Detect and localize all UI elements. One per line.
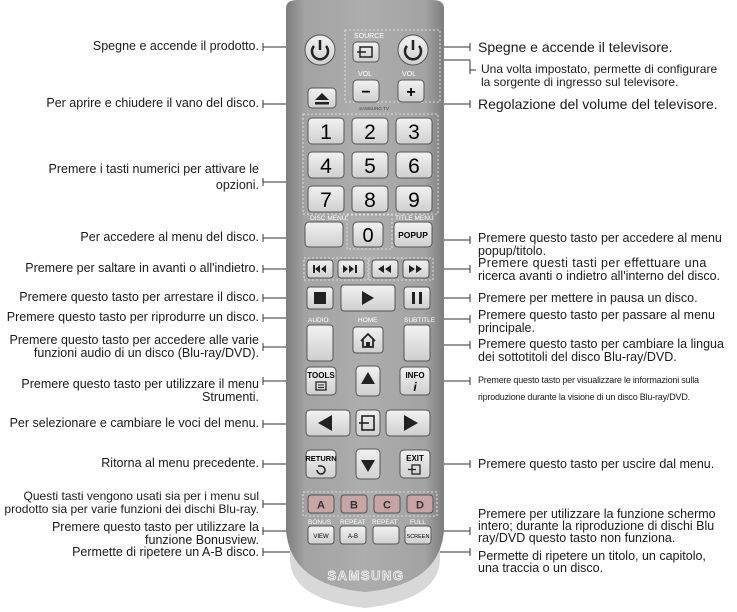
svg-text:−: − xyxy=(361,84,371,101)
bonusview-button[interactable] xyxy=(308,526,334,544)
color-key-c[interactable] xyxy=(374,495,400,513)
color-key-d[interactable] xyxy=(407,495,433,513)
number-2-button[interactable] xyxy=(352,118,388,144)
tv-power-button[interactable] xyxy=(398,35,428,65)
skip-back-button[interactable] xyxy=(307,260,333,278)
audio-label: AUDIO xyxy=(308,317,329,324)
label-full-1: Premere per utilizzare la funzione schermo xyxy=(478,507,716,521)
svg-text:0: 0 xyxy=(362,225,374,247)
disc-menu-label: DISC MENU xyxy=(310,215,347,222)
label-popup-2: popup/titolo. xyxy=(478,244,547,258)
vol-label-left: VOL xyxy=(358,71,373,78)
skip-forward-button[interactable] xyxy=(338,260,364,278)
rewind-button[interactable] xyxy=(372,260,398,278)
svg-text:3: 3 xyxy=(408,121,420,144)
source-label: SOURCE xyxy=(354,33,384,40)
info-button[interactable] xyxy=(400,367,430,395)
svg-text:1: 1 xyxy=(320,121,332,144)
number-5-button[interactable] xyxy=(352,152,388,178)
label-color-1: Questi tasti vengono usati sia per i menu sul xyxy=(23,489,259,503)
svg-text:2: 2 xyxy=(364,121,376,144)
repeat-label-ab: REPEAT xyxy=(340,519,366,526)
vol-label-right: VOL xyxy=(402,71,417,78)
exit-button[interactable] xyxy=(400,450,430,478)
return-button[interactable] xyxy=(305,450,336,478)
svg-text:4: 4 xyxy=(320,155,332,178)
stop-button[interactable] xyxy=(307,287,333,309)
svg-text:INFO: INFO xyxy=(405,371,425,380)
svg-text:5: 5 xyxy=(364,155,376,178)
svg-text:9: 9 xyxy=(408,189,420,212)
source-button[interactable] xyxy=(353,42,379,62)
label-numbers-1: Premere i tasti numerici per attivare le xyxy=(48,162,259,176)
label-search-2: ricerca avanti o indietro all'interno del disco. xyxy=(478,269,721,283)
label-info-2: riproduzione durante la visione di un disco Blu-ray/DVD. xyxy=(478,392,690,402)
label-popup-1: Premere questo tasto per accedere al menu xyxy=(478,231,722,245)
label-exit: Premere questo tasto per uscire dal menu. xyxy=(478,457,715,471)
label-search-1: Premere questi tasti per effettuare una xyxy=(478,256,707,270)
samsung-tv-label: SAMSUNG TV xyxy=(359,106,389,111)
svg-text:TOOLS: TOOLS xyxy=(307,371,335,380)
label-subtitle-2: dei sottotitoli del disco Blu-ray/DVD. xyxy=(478,350,677,364)
svg-text:6: 6 xyxy=(408,155,420,178)
label-return: Ritorna al menu precedente. xyxy=(101,456,259,470)
subtitle-button[interactable] xyxy=(404,325,430,361)
label-full-3: ray/DVD questo tasto non funziona. xyxy=(478,531,676,545)
label-audio-1: Premere questo tasto per accedere alle varie xyxy=(9,333,259,347)
home-label: HOME xyxy=(358,317,378,324)
label-bonus-1: Premere questo tasto per utilizzare la xyxy=(51,520,259,534)
volume-down-button[interactable] xyxy=(353,80,379,102)
svg-text:D: D xyxy=(416,499,424,512)
popup-button[interactable] xyxy=(394,222,432,247)
full-screen-button[interactable] xyxy=(405,526,431,544)
svg-text:POPUP: POPUP xyxy=(398,230,428,240)
svg-text:RETURN: RETURN xyxy=(305,454,337,463)
label-color-2: prodotto sia per varie funzioni dei dischi Blu-ray. xyxy=(4,502,259,516)
svg-text:B: B xyxy=(350,499,358,512)
label-disc-menu: Per accedere al menu del disco. xyxy=(80,230,259,244)
title-menu-label: TITLE MENU xyxy=(395,215,434,222)
eject-button[interactable] xyxy=(308,88,336,108)
right-button[interactable] xyxy=(386,410,430,436)
label-full-2: intero; durante la riproduzione di dischi Blu xyxy=(478,519,715,533)
number-8-button[interactable] xyxy=(352,186,388,212)
label-numbers-2: opzioni. xyxy=(215,178,259,192)
label-tools-1: Premere questo tasto per utilizzare il menu xyxy=(21,377,259,391)
repeat-label: REPEAT xyxy=(372,519,398,526)
fast-forward-button[interactable] xyxy=(403,260,429,278)
enter-button[interactable] xyxy=(356,410,380,436)
label-subtitle-1: Premere questo tasto per cambiare la lingua xyxy=(478,337,724,351)
label-stop: Premere questo tasto per arrestare il disco. xyxy=(19,290,259,304)
label-pause: Premere per mettere in pausa un disco. xyxy=(478,291,698,305)
label-audio-2: funzioni audio di un disco (Blu-ray/DVD). xyxy=(33,346,259,360)
number-3-button[interactable] xyxy=(396,118,432,144)
svg-text:A: A xyxy=(317,499,325,512)
full-label: FULL xyxy=(410,519,426,526)
color-key-a[interactable] xyxy=(308,495,334,513)
svg-text:EXIT: EXIT xyxy=(406,454,424,463)
number-7-button[interactable] xyxy=(308,186,344,212)
number-1-button[interactable] xyxy=(308,118,344,144)
label-repeat-1: Permette di ripetere un titolo, un capitolo, xyxy=(478,549,706,563)
disc-menu-button[interactable] xyxy=(305,222,343,247)
svg-text:7: 7 xyxy=(320,189,332,212)
label-home-1: Premere questo tasto per passare al menu xyxy=(478,308,715,322)
label-source-2: la sorgente di ingresso sul televisore. xyxy=(481,75,679,89)
number-pad xyxy=(308,118,432,212)
up-button[interactable] xyxy=(356,366,380,396)
label-volume: Regolazione del volume del televisore. xyxy=(478,96,718,112)
label-power-device: Spegne e accende il prodotto. xyxy=(92,39,259,53)
svg-text:i: i xyxy=(413,380,417,394)
label-eject: Per aprire e chiudere il vano del disco. xyxy=(46,96,259,110)
label-navigate: Per selezionare e cambiare le voci del menu. xyxy=(9,416,259,430)
svg-text:C: C xyxy=(383,499,391,512)
label-repeat-2: una traccia o un disco. xyxy=(478,561,604,575)
volume-up-button[interactable] xyxy=(398,80,424,102)
svg-text:A-B: A-B xyxy=(347,534,359,540)
left-button[interactable] xyxy=(306,410,350,436)
label-bonus-2: funzione Bonusview. xyxy=(145,533,259,547)
number-9-button[interactable] xyxy=(396,186,432,212)
bonus-label: BONUS xyxy=(308,519,332,526)
svg-text:VIEW: VIEW xyxy=(313,534,329,540)
repeat-ab-button[interactable] xyxy=(340,526,366,544)
samsung-logo: SAMSUNG xyxy=(327,568,405,583)
play-button[interactable] xyxy=(341,285,395,311)
label-skip: Premere per saltare in avanti o all'indietro. xyxy=(25,261,259,275)
label-repeat-ab: Permette di ripetere un A-B disco. xyxy=(72,545,259,559)
svg-text:SCREEN: SCREEN xyxy=(406,534,430,540)
label-tools-2: Strumenti. xyxy=(202,390,259,404)
label-home-2: principale. xyxy=(478,321,535,335)
svg-text:8: 8 xyxy=(364,189,376,212)
label-source-1: Una volta impostato, permette di configurare xyxy=(481,62,718,76)
pause-button[interactable] xyxy=(404,287,430,309)
svg-text:+: + xyxy=(406,84,416,101)
repeat-button[interactable] xyxy=(373,526,399,544)
power-button[interactable] xyxy=(305,35,335,65)
color-key-b[interactable] xyxy=(341,495,367,513)
label-power-tv: Spegne e accende il televisore. xyxy=(478,39,673,55)
tools-button[interactable] xyxy=(306,367,336,395)
number-6-button[interactable] xyxy=(396,152,432,178)
down-button[interactable] xyxy=(356,449,380,479)
label-play: Premere questo tasto per riprodurre un disco. xyxy=(6,310,259,324)
number-0-button[interactable] xyxy=(353,222,383,247)
audio-button[interactable] xyxy=(307,325,333,361)
subtitle-label: SUBTITLE xyxy=(404,317,436,324)
home-button[interactable] xyxy=(353,327,383,353)
number-4-button[interactable] xyxy=(308,152,344,178)
label-info-1: Premere questo tasto per visualizzare le informazioni sulla xyxy=(478,375,699,385)
